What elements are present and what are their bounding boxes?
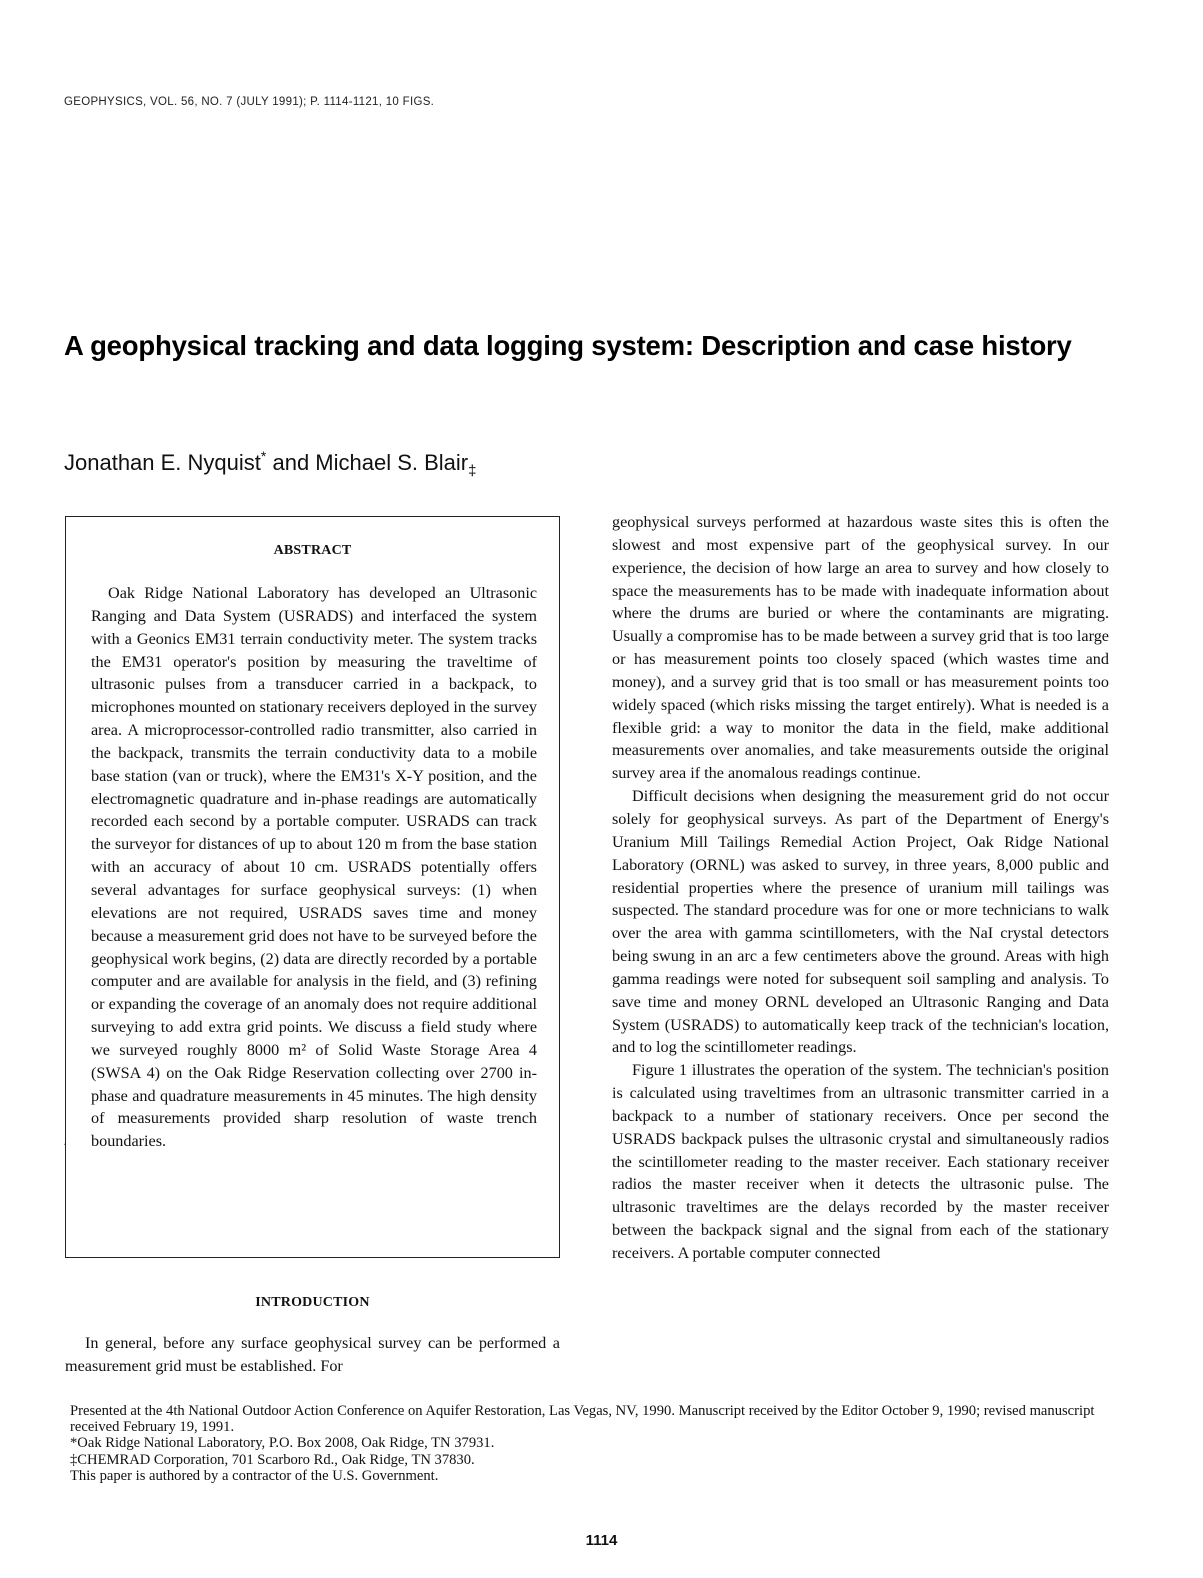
footnotes [70, 1403, 1112, 1484]
abstract-box [65, 516, 560, 1258]
footnote-affiliation-2: ‡CHEMRAD Corporation, 701 Scarboro Rd., Oak Ridge, TN 37830. [70, 1451, 475, 1468]
footnote-presented: Presented at the 4th National Outdoor Action Conference on Aquifer Restoration, Las Vegas, NV, 1990. Manuscript received by the Editor October 9, 1990; revised manuscript received February 19, 1991. [70, 1403, 1095, 1436]
author-1: Jonathan E. Nyquist [64, 450, 261, 475]
right-column [612, 511, 1109, 1265]
footnote-affiliation-1: *Oak Ridge National Laboratory, P.O. Box 2008, Oak Ridge, TN 37931. [70, 1435, 495, 1452]
introduction-heading: INTRODUCTION [255, 1295, 370, 1310]
author-conjunction: and [266, 450, 316, 475]
page-number: 1114 [585, 1532, 618, 1549]
abstract-text: Oak Ridge National Laboratory has developed an Ultrasonic Ranging and Data System (USRADS) and interfaced the system with a Geonics EM31 terrain conductivity meter. The system tracks the EM31 operator's position by measuring the traveltime of ultrasonic pulses from a transducer carried in a backpack, to microphones mounted on stationary receivers deployed in the survey area. A microprocessor-controlled radio transmitter, also carried in the backpack, transmits the terrain conductivity data to a mobile base station (van or truck), where the EM31's X-Y position, and the electromagnetic quadrature and in-phase readings are automatically recorded each second by a portable computer. USRADS can track the surveyor for distances of up to about 120 m from the base station with an accuracy of about 10 cm. USRADS potentially offers several advantages for surface geophysical surveys: (1) when elevations are not required, USRADS saves time and money because a measurement grid does not have to be surveyed before the geophysical work begins, (2) data are directly recorded by a portable computer and are available for analysis in the field, and (3) refining or expanding the coverage of an anomaly does not require additional surveying to add extra grid points. We discuss a field study where we surveyed roughly 8000 m² of Solid Waste Storage Area 4 (SWSA 4) on the Oak Ridge Reservation collecting over 2700 in-phase and quadrature measurements in 45 minutes. The high density of measurements provided sharp resolution of waste trench boundaries. [91, 584, 537, 1151]
author-1-mark: * [260, 448, 267, 464]
paragraph-1: geophysical surveys performed at hazardous waste sites this is often the slowest and most expensive part of the geophysical survey. In our experience, the decision of how large an area to survey and how closely to space the measurements has to be made with inadequate information about where the drums are buried or where the contaminants are migrating. Usually a compromise has to be made between a survey grid that is too large or has measurement points too closely spaced (which wastes time and money), and a survey grid that is too small or has measurement points too widely spaced (which risks missing the target entirely). What is needed is a flexible grid: a way to monitor the data in the field, make additional measurements over anomalies, and take measurements outside the original survey area if the anomalous readings continue. [612, 513, 1109, 783]
author-2-mark: ‡ [468, 462, 477, 480]
author-2: Michael S. Blair [315, 450, 469, 475]
paragraph-3: Figure 1 illustrates the operation of the system. The technician's position is calculated using traveltimes from an ultrasonic transmitter carried in a backpack to a number of stationary receivers. Once per second the USRADS backpack pulses the ultrasonic crystal and simultaneously radios the scintillometer reading to the master receiver. Each stationary receiver radios the master receiver when it detects the ultrasonic pulse. The ultrasonic traveltimes are the delays recorded by the master receiver between the backpack signal and the signal from each of the stationary receivers. A portable computer connected [612, 1061, 1109, 1262]
abstract-heading: ABSTRACT [273, 543, 352, 558]
author-line [64, 450, 476, 479]
paragraph-2: Difficult decisions when designing the measurement grid do not occur solely for geophysical surveys. As part of the Department of Energy's Uranium Mill Tailings Remedial Action Project, Oak Ridge National Laboratory (ORNL) was asked to survey, in three years, 8,000 public and residential properties where the presence of uranium mill tailings was suspected. The standard procedure was for one or more technicians to walk over the area with gamma scintillometers, with the NaI crystal detectors being swung in an arc a few centimeters above the ground. Areas with high gamma readings were noted for subsequent soil sampling and analysis. To save time and money ORNL developed an Ultrasonic Ranging and Data System (USRADS) to automatically keep track of the technician's location, and to log the scintillometer readings. [612, 787, 1109, 1057]
journal-citation: GEOPHYSICS, VOL. 56, NO. 7 (JULY 1991); P. 1114-1121, 10 FIGS. [64, 96, 435, 108]
article-title: A geophysical tracking and data logging system: Description and case history [64, 330, 1072, 361]
footnote-government: This paper is authored by a contractor of the U.S. Government. [70, 1467, 439, 1484]
introduction-text: In general, before any surface geophysical survey can be performed a measurement grid must be established. For [65, 1334, 560, 1375]
margin-dot: · [63, 1137, 67, 1151]
